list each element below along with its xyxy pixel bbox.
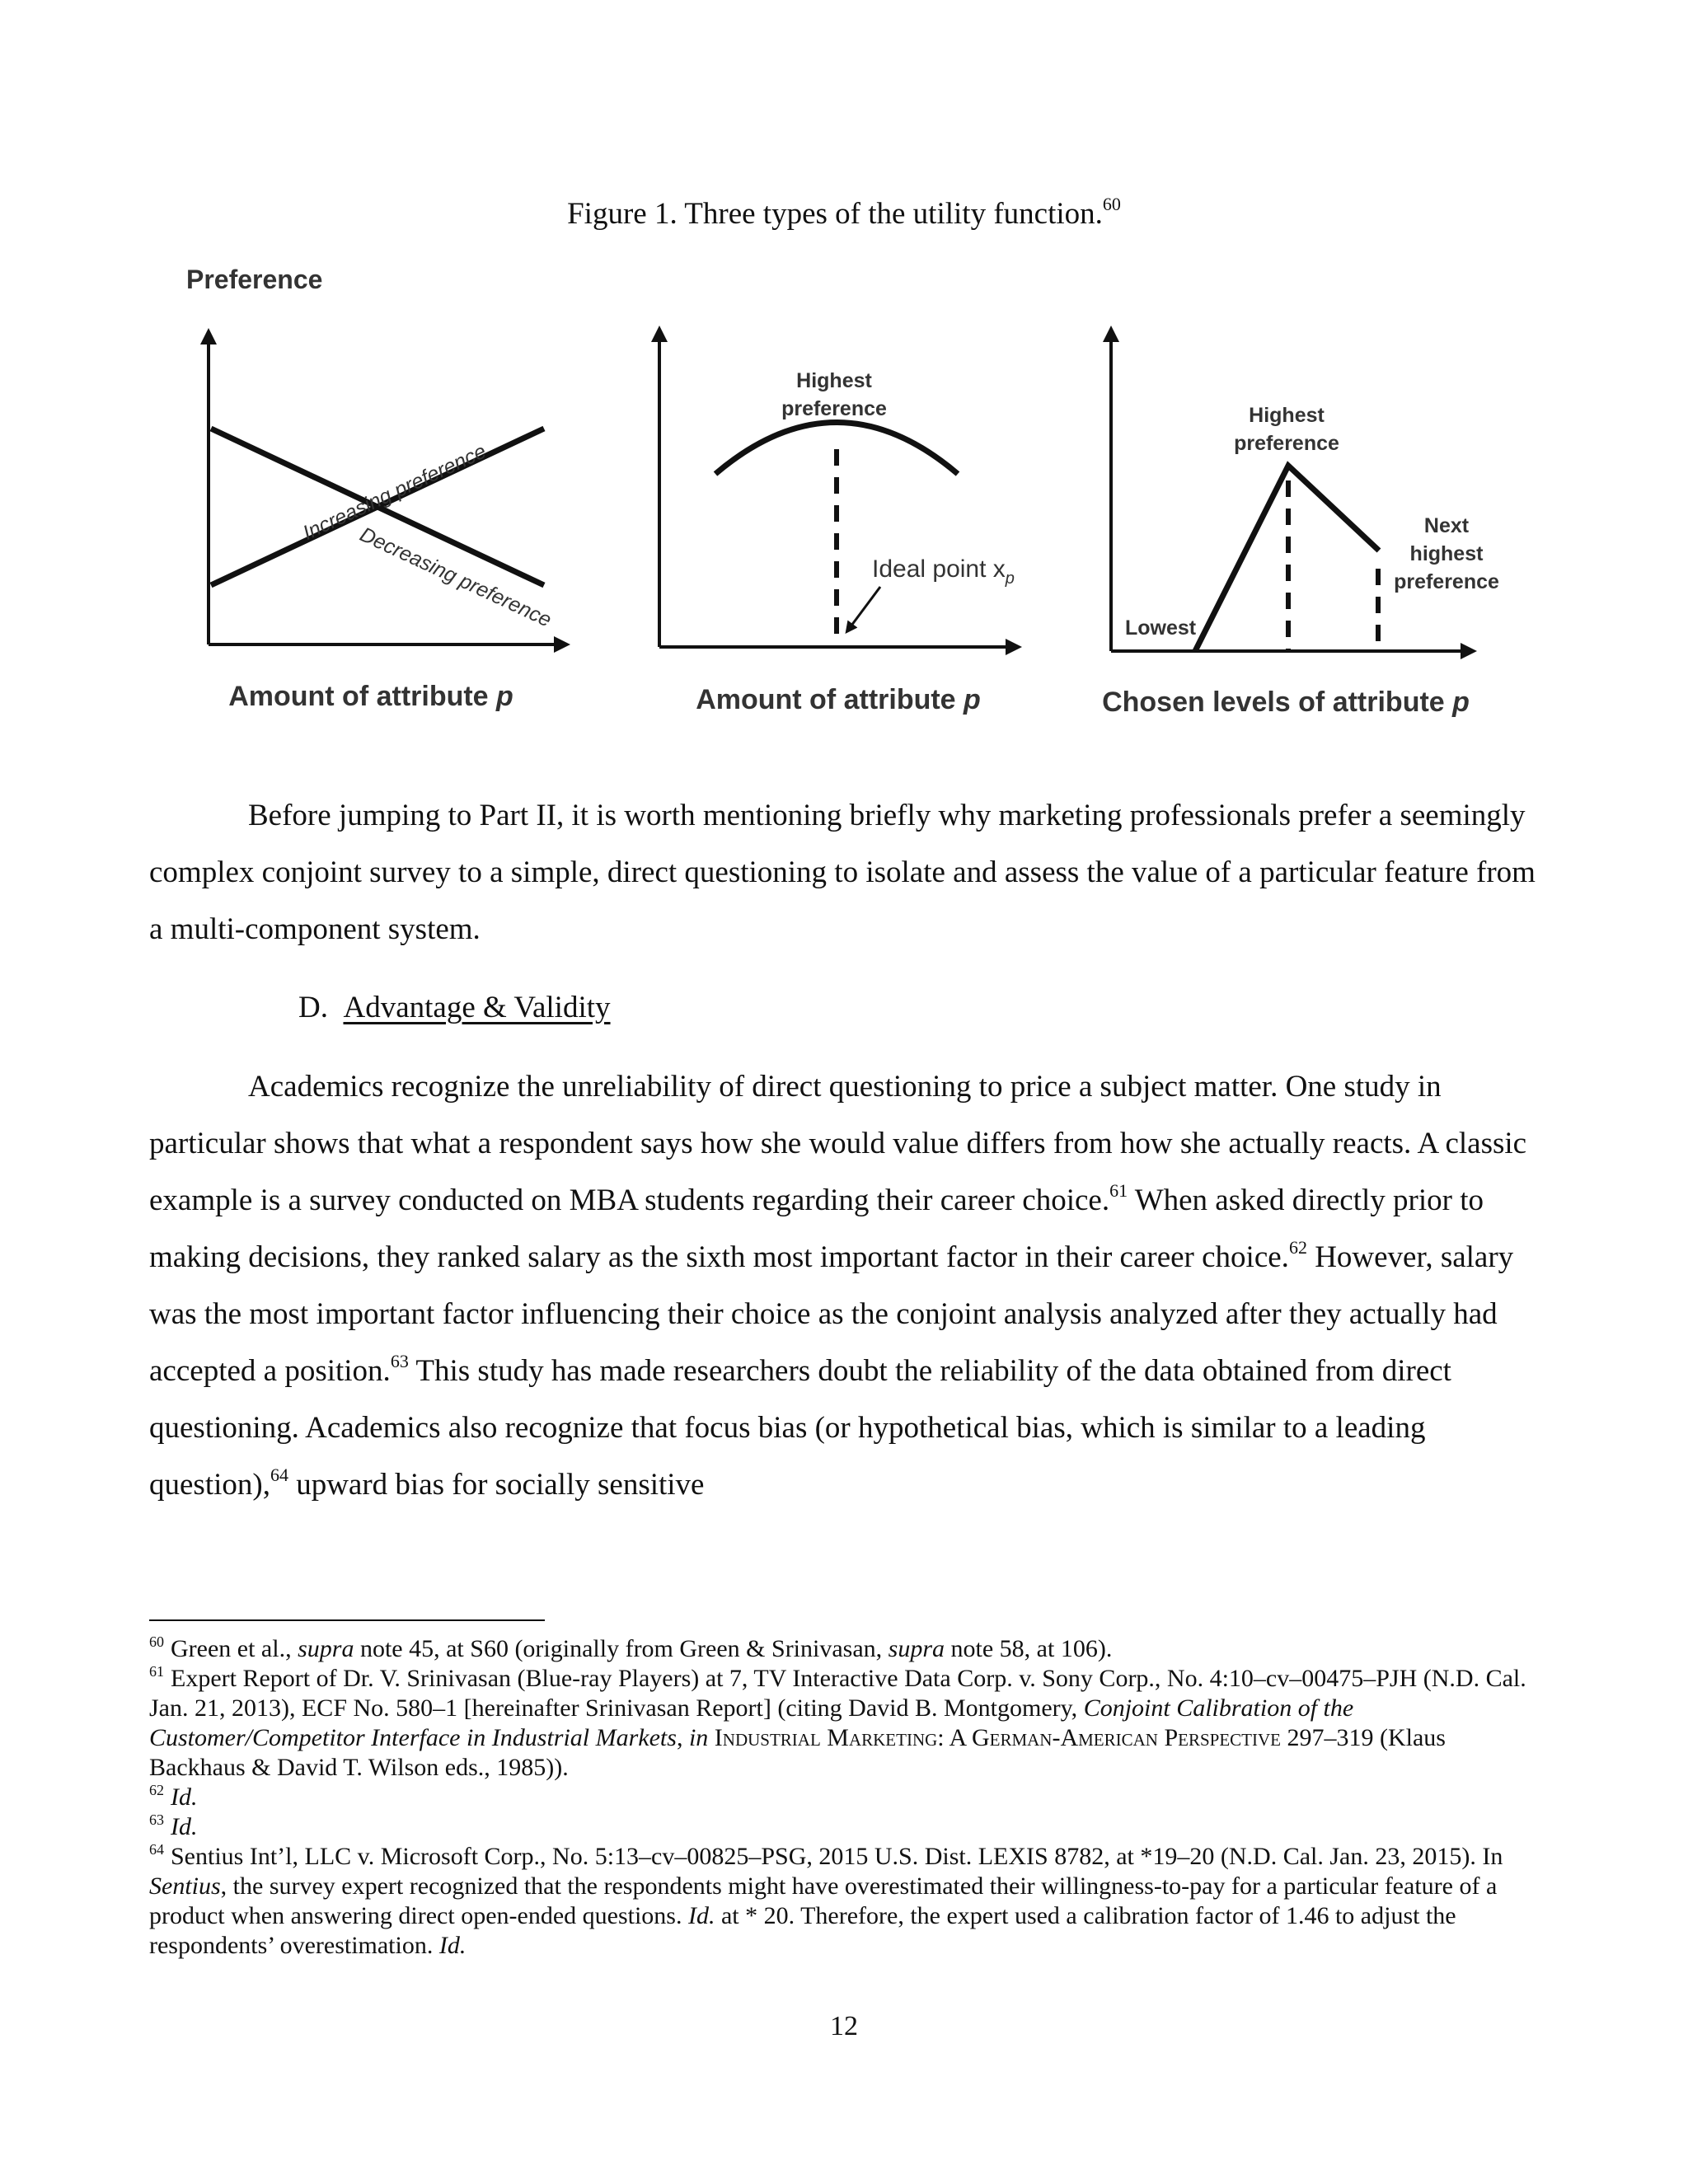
section-title: Advantage & Validity [343,991,611,1024]
figure-caption-text: Figure 1. Three types of the utility function. [567,197,1103,231]
footnote-italic: Id. [438,1932,467,1959]
paragraph-text-3: However, salary was the most important factor influencing their choice as the conjoint analysis analyzed after they actually had accepted a position. [149,1240,1514,1388]
x-axis-variable: p [964,684,981,715]
paragraph-advantage-validity [149,1058,1550,1513]
footnote-italic: supra [888,1635,945,1662]
page-number: 12 [830,2011,858,2041]
footnotes [149,1634,1542,1961]
footnote-text: Green et al., [171,1635,298,1662]
footnote-text: at * 20. Therefore, the expert used a calibration factor of 1.46 to adjust the respondents’ overestimation. [149,1902,1456,1959]
panel-ideal-point [659,334,1015,715]
footnote-text: 297–319 (Klaus Backhaus & David T. Wilson eds., 1985)). [149,1724,1446,1781]
paragraph-text-2: When asked directly prior to making decisions, they ranked salary as the sixth most important factor in their career choice. [149,1183,1484,1274]
ideal-point-arrow [849,587,880,629]
footnote-text: , [676,1724,689,1751]
footnote-italic: supra [298,1635,354,1662]
footnote-ref-64: 64 [270,1465,288,1485]
footnote-number: 61 [149,1663,164,1680]
footnote-italic: Id. [171,1783,198,1811]
x-axis-label-text: Amount of attribute [228,681,497,712]
footnote-ref-61: 61 [1109,1180,1128,1201]
footnote-text: note 58, at 106). [945,1635,1113,1662]
footnote-number: 60 [149,1633,164,1650]
next-highest-label-line3: preference [1394,570,1499,593]
increasing-preference-label: Increasing preference [299,439,490,545]
ideal-point-subscript: p [1005,569,1015,588]
paragraph-text-4: This study has made researchers doubt the reliability of the data obtained from direct questioning. Academics also recognize that focus bias (or hypothetical bias, which is similar to a leading question), [149,1354,1451,1502]
footnote-text [708,1724,715,1751]
footnote-60 [149,1634,1542,1664]
paragraph-text-5: upward bias for socially sensitive [288,1468,705,1502]
ideal-point-curve [715,423,958,475]
footnote-ref-63: 63 [390,1351,409,1371]
footnote-small-caps: Industrial Marketing: A German-American Perspective [714,1724,1281,1751]
y-axis-label: Preference [186,265,323,294]
x-axis-label-text: Amount of attribute [696,684,964,715]
x-axis-label-text: Chosen levels of attribute [1102,687,1453,718]
footnote-number: 64 [149,1841,164,1858]
lowest-label: Lowest [1125,616,1197,640]
paragraph-text: Before jumping to Part II, it is worth mentioning briefly why marketing professionals prefer a seemingly complex conjoint survey to a simple, direct questioning to isolate and assess the value of a particular feature from a multi-component system. [149,799,1536,946]
footnote-number: 62 [149,1782,164,1798]
footnote-italic: in [688,1724,709,1751]
footnote-number: 63 [149,1811,164,1828]
decreasing-preference-label: Decreasing preference [356,523,556,632]
highest-preference-label-line2: preference [1234,432,1339,455]
panel-piecewise [1102,334,1499,718]
next-highest-label-line2: highest [1409,542,1484,565]
section-heading [298,983,611,1033]
figure-caption [0,196,1688,232]
paragraph-text-1: Academics recognize the unreliability of direct questioning to price a subject matter. One study in particular shows that what a respondent says how she would value differs from how she actually reacts. A classic example is a survey conducted on MBA students regarding their career choice. [149,1070,1527,1217]
paragraph-part-ii-intro [149,787,1550,958]
x-axis-label [1102,687,1470,718]
footnote-64 [149,1842,1542,1961]
x-axis-label [696,684,981,715]
footnote-text: Expert Report of Dr. V. Srinivasan (Blue-ray Players) at 7, TV Interactive Data Corp. v. Sony Corp., No. 4:10–cv–00475–PJH (N.D. Cal. Jan. 21, 2013), ECF No. 580–1 [hereinafter Srinivasan Report] (citing David B. Montgomery, [149,1665,1526,1722]
section-letter: D. [298,991,328,1024]
utility-function-figure [0,247,1688,742]
footnote-ref-62: 62 [1288,1237,1307,1258]
footnote-ref-60: 60 [1102,194,1121,214]
next-highest-label-line1: Next [1423,514,1470,537]
x-axis-label [228,681,513,712]
footnote-italic: Id. [687,1902,715,1929]
footnote-italic: Id. [171,1813,198,1840]
highest-preference-label-line1: Highest [1249,404,1325,427]
ideal-point-label [872,555,1015,588]
footnote-text: note 45, at S60 (originally from Green & Srinivasan, [354,1635,889,1662]
highest-preference-label-line1: Highest [796,369,872,392]
x-axis-variable: p [1452,687,1470,718]
footnote-63 [149,1812,1542,1842]
footnote-61 [149,1664,1542,1783]
highest-preference-label-line2: preference [781,397,887,420]
footnote-text: , the survey expert recognized that the respondents might have overestimated their willingness-to-pay for a particular feature of a product when answering direct open-ended questions. [149,1872,1498,1929]
ideal-point-label-text: Ideal point x [872,555,1006,583]
x-axis-variable: p [496,681,513,712]
footnote-italic: Conjoint Calibration of the Customer/Competitor Interface in Industrial Markets [149,1694,1354,1751]
footnote-italic: Sentius [149,1872,221,1900]
panel-linear [209,336,562,712]
footnote-62 [149,1783,1542,1812]
footnote-divider [149,1619,545,1621]
footnote-text: Sentius Int’l, LLC v. Microsoft Corp., No. 5:13–cv–00825–PSG, 2015 U.S. Dist. LEXIS 8782, at *19–20 (N.D. Cal. Jan. 23, 2015). In [171,1843,1503,1870]
